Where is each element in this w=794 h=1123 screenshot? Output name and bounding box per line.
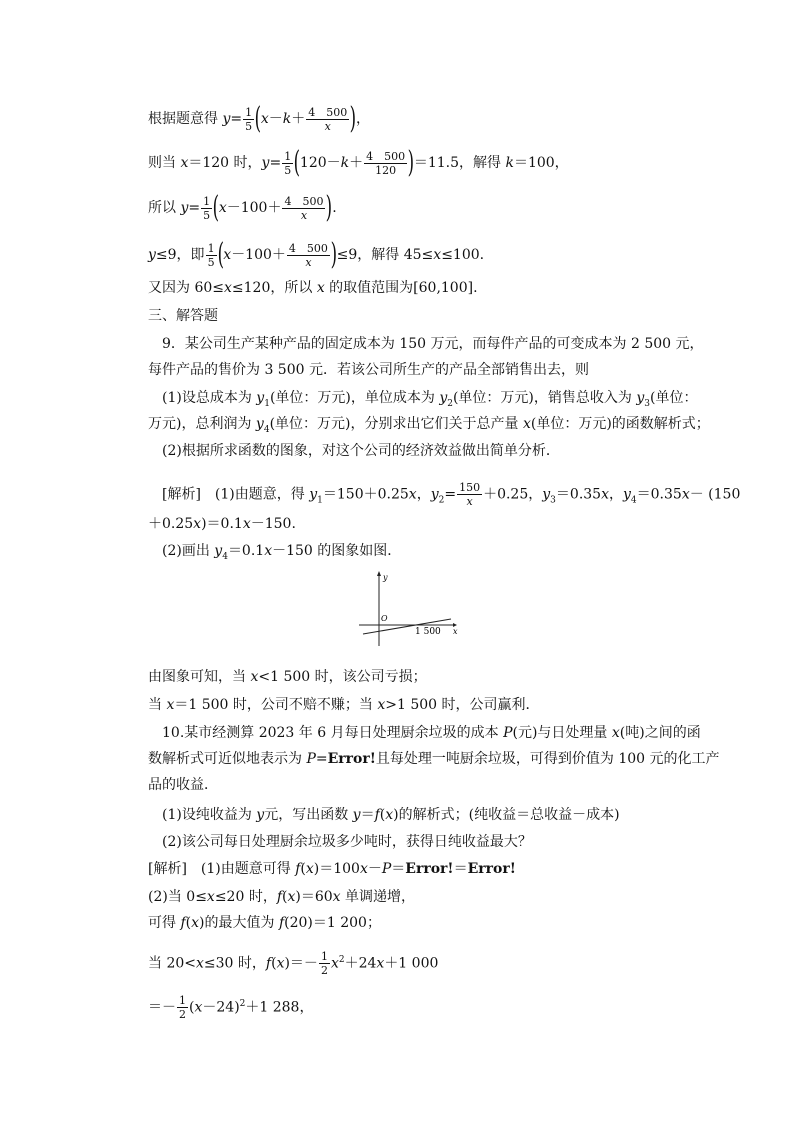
var: y [222,111,231,127]
origin-label: O [381,614,388,623]
section-heading: 三、解答题 [148,308,218,324]
text: －100＋ [226,200,282,216]
fraction: $\frac{4 500}{x}$ [288,241,328,269]
var: y [180,200,189,216]
solution-9-line-3: (2)画出 $y_4=0.1x-150$ 的图象如图． [162,543,402,562]
solution-10-line-4: 当 20<x≤30 时，f(x)＝－ $\frac{1}{2}$ $x^2+24x+1$ 000 [148,950,439,978]
paren: ( [254,101,262,136]
text: ≤9，即 [155,247,205,263]
problem-10-part-1: (1)设纯收益为 y元，写出函数 y＝f(x)的解析式；(纯收益＝总收益－成本) [162,807,620,823]
var: y [148,247,156,263]
var: y [261,155,270,171]
var: x [218,200,227,216]
paren: ( [212,190,220,225]
var: x [180,155,189,171]
text: －100＋ [231,247,286,263]
text: = [188,200,201,216]
fraction: $\frac{1}{5}$ [207,241,215,269]
line-4 [148,237,485,272]
problem-10-part-2: (2)该公司每日处理厨余垃圾多少吨时，获得日纯收益最大？ [162,834,532,850]
text: ≤9，解得 45≤ [336,247,434,263]
text: . [332,200,337,216]
intercept-label: 1 500 [415,627,441,637]
fraction: $\frac{4 500}{x}$ [284,194,324,222]
fraction: $\frac{1}{5}$ [284,149,292,177]
fraction: $\frac{1}{2}$ [179,994,186,1022]
text: ＋ [291,111,306,127]
y-axis-arrow [377,571,381,576]
paren: ) [330,237,338,272]
analysis-line-2: 当 x＝1 500 时，公司不赔不赚；当 x>1 500 时，公司赢利． [148,697,540,713]
y-axis-label: y [383,573,388,582]
fraction: $\frac{1}{5}$ [245,105,253,133]
text: ＝11.5，解得 [413,155,506,171]
problem-9-line-1: 9．某公司生产某种产品的固定成本为 150 万元，而每件产品的可变成本为 2 500 元， [162,336,704,352]
text: ＝100， [513,155,569,171]
analysis-line-1: 由图象可知，当 x<1 500 时，该公司亏损； [148,669,427,685]
problem-9-part-1: (1)设总成本为 $y_1$(单位：万元)，单位成本为 $y_2$(单位：万元)，销售总收入为 $y_3$(单位： [162,390,698,409]
problem-10-line-1: 10.某市经测算 2023 年 6 月每日处理厨余垃圾的成本 P(元)与日处理量 x(吨)之间的函 [162,725,701,741]
solution-10-line-3: 可得 f(x)的最大值为 f(20)＝1 200； [148,915,381,931]
paren: ) [349,101,357,136]
line-3 [148,190,337,225]
problem-9-part-1-cont: 万元)，总利润为 $y_4$(单位：万元)，分别求出它们关于总产量 x(单位：万元)的函数解析式； [148,416,710,435]
solution-10-line-5: ＝－ $\frac{1}{2}$ $(x-24)^2+1$ 288， [148,994,314,1022]
text: － [268,111,283,127]
text: = [269,155,282,171]
text: ＋ [349,155,364,171]
fraction: $\frac{1}{5}$ [203,194,211,222]
paren: ) [326,190,333,225]
fraction: $\frac{4 500}{120}$ [366,149,406,177]
text: 根据题意得 [148,111,223,127]
problem-9-line-2: 每件产品的售价为 3 500 元．若该公司所生产的产品全部销售出去，则 [148,362,589,378]
var: k [282,111,292,127]
paren: ( [217,237,224,272]
problem-10-line-2: 数解析式可近似地表示为 P=Error!且每处理一吨厨余垃圾，可得到价值为 100 元的化工产 [148,751,720,767]
text: 120－ [299,155,341,171]
fraction: $\frac{4 500}{x}$ [308,105,348,133]
solution-9-line-2: ＋0.25x)＝0.1x－150. [148,516,296,532]
text: 则当 [148,155,181,171]
var: x [223,247,232,263]
line-5: 又因为 60≤x≤120，所以 x 的取值范围为[60,100]. [148,280,478,296]
problem-10-line-3: 品的收益． [148,777,218,793]
problem-9-part-2: (2)根据所求函数的图象，对这个公司的经济效益做出简单分析． [162,443,560,459]
text: 所以 [148,200,181,216]
line-2 [148,145,569,180]
text: ≤100. [441,247,485,263]
var: x [433,247,442,263]
var: k [505,155,514,171]
text: ， [355,111,370,127]
x-axis-label: x [453,627,458,636]
fraction: $\frac{150}{x}$ [459,481,481,508]
paren: ) [407,145,415,180]
var: k [340,155,350,171]
var: x [260,111,269,127]
fraction: $\frac{1}{2}$ [320,950,328,978]
solution-10-line-2: (2)当 0≤x≤20 时，f(x)＝60x 单调递增， [148,889,416,905]
paren: ( [293,145,301,180]
text: = [230,111,243,127]
function-graph [355,568,467,648]
line-1 [148,101,370,136]
text: ＝120 时， [188,155,262,171]
solution-9-line-1: [解析] (1)由题意，得 $y_1=150+0.25x$，$y_2=$ $\frac{150}{x}$ ＋0.25，$y_3=0.35x$，$y_4=0.35x- (150$ [162,481,741,508]
solution-10-line-1: [解析] (1)由题意可得 f(x)＝100x－P＝Error!＝Error! [148,861,516,877]
